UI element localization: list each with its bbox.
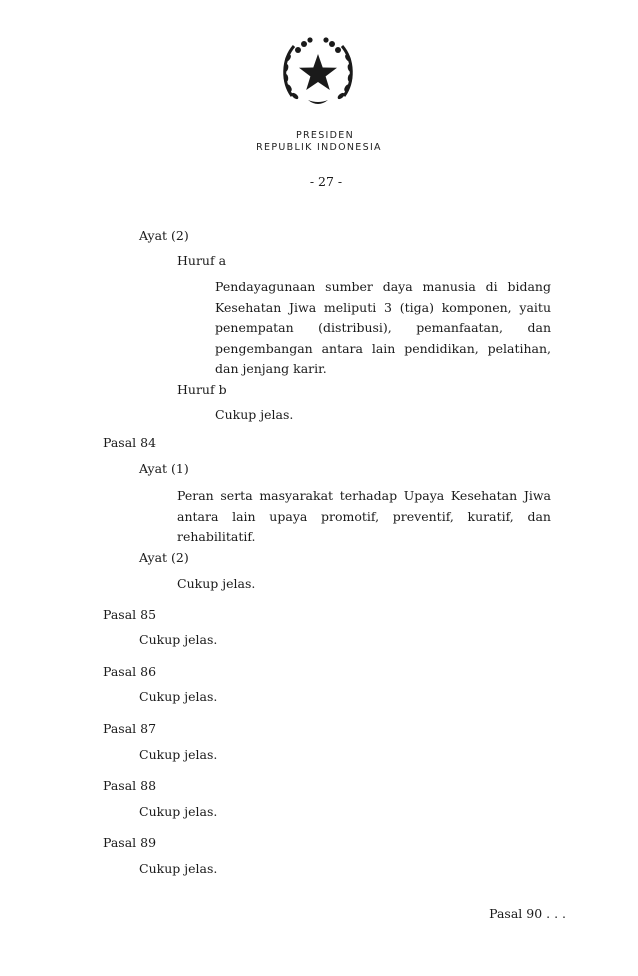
huruf-b-text: Cukup jelas. <box>215 407 294 422</box>
pasal-88-label: Pasal 88 <box>103 778 157 793</box>
pasal-84-label: Pasal 84 <box>103 435 157 450</box>
pasal-84-ayat-1-text: Peran serta masyarakat terhadap Upaya Kesehatan Jiwa antara lain upaya promotif, preventif, kuratif, dan rehabilitatif. <box>177 488 551 544</box>
pasal-89-text: Cukup jelas. <box>139 861 218 876</box>
pasal-87-label: Pasal 87 <box>103 721 157 736</box>
next-page-reference: Pasal 90 . . . <box>489 906 566 921</box>
page-number: - 27 - <box>309 174 343 189</box>
huruf-a-text: Pendayagunaan sumber daya manusia di bidang Kesehatan Jiwa meliputi 3 (tiga) komponen, yaitu penempatan (distribusi), pemanfaatan, dan pengembangan antara lain pendidikan, pelatihan, dan jenjang karir. <box>215 279 551 376</box>
pasal-86-text: Cukup jelas. <box>139 689 218 704</box>
pasal-86-label: Pasal 86 <box>103 664 157 679</box>
pasal-85-label: Pasal 85 <box>103 607 157 622</box>
pasal-89-label: Pasal 89 <box>103 835 157 850</box>
garuda-emblem-icon <box>278 34 358 114</box>
pasal-84-ayat-2-label: Ayat (2) <box>139 550 189 565</box>
header-title: PRESIDEN <box>296 130 354 141</box>
pasal-85-text: Cukup jelas. <box>139 632 218 647</box>
pasal-87-text: Cukup jelas. <box>139 747 218 762</box>
pasal-84-ayat-2-text: Cukup jelas. <box>177 576 256 591</box>
header-subtitle: REPUBLIK INDONESIA <box>256 142 382 153</box>
huruf-b-label: Huruf b <box>177 382 227 397</box>
huruf-a-label: Huruf a <box>177 253 227 268</box>
pasal-88-text: Cukup jelas. <box>139 804 218 819</box>
pasal-84-ayat-1-label: Ayat (1) <box>139 461 189 476</box>
ayat-2-label: Ayat (2) <box>139 228 189 243</box>
